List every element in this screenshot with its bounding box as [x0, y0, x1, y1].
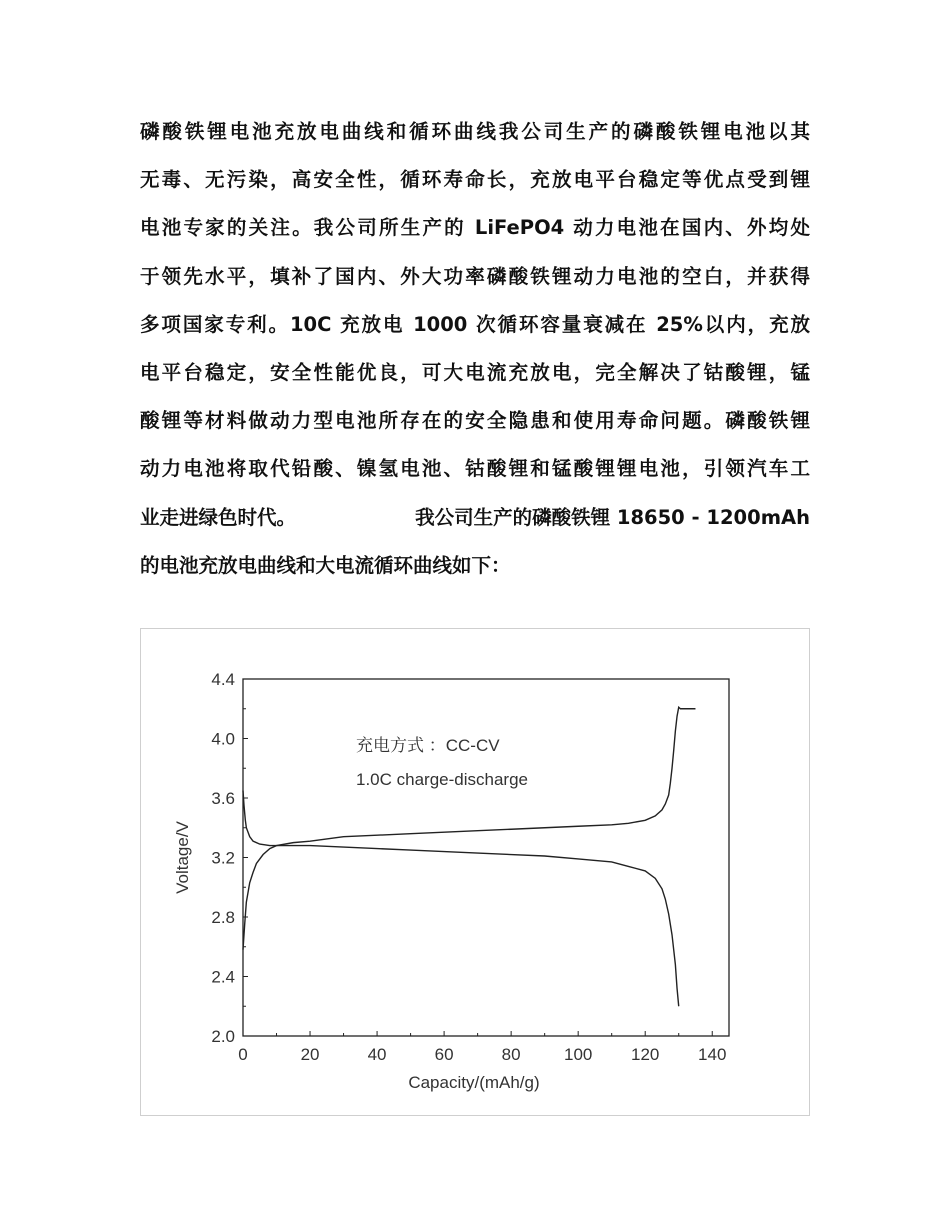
text-line: 电池专家的关注。我公司所生产的 LiFePO4 动力电池在国内、外均处 [140, 216, 810, 240]
x-tick-label: 100 [563, 1045, 593, 1064]
x-tick-label: 20 [300, 1045, 320, 1064]
plot-frame [243, 679, 729, 1036]
x-tick-label: 120 [631, 1045, 660, 1064]
text-line: 无毒、无污染，高安全性，循环寿命长，充放电平台稳定等优点受到锂 [140, 168, 810, 192]
y-tick-label: 2.8 [211, 908, 235, 927]
text-line: 磷酸铁锂电池充放电曲线和循环曲线我公司生产的磷酸铁锂电池以其 [140, 120, 810, 143]
y-tick-label: 4.4 [211, 670, 235, 689]
y-tick-label: 4.0 [211, 729, 235, 749]
x-tick-label: 80 [501, 1045, 521, 1064]
text-line: 的电池充放电曲线和大电流循环曲线如下： [140, 553, 511, 577]
article-text [140, 108, 810, 590]
text-line: 酸锂等材料做动力型电池所存在的安全隐患和使用寿命问题。磷酸铁锂 [140, 409, 810, 433]
annotation-method: 充电方式 ：CC-CV [356, 736, 500, 755]
x-axis-label: Capacity/(mAh/g) [408, 1073, 540, 1092]
x-tick-label: 60 [434, 1045, 454, 1064]
text-line-tail: 我公司生产的磷酸铁锂 18650 - 1200mAh [415, 505, 810, 529]
y-tick-label: 3.2 [211, 848, 235, 868]
text-line: 于领先水平，填补了国内、外大功率磷酸铁锂动力电池的空白，并获得 [140, 264, 810, 288]
text-line: 电平台稳定，安全性能优良，可大电流充放电，完全解决了钴酸锂，锰 [140, 360, 810, 384]
annotation-rate: 1.0C charge-discharge [356, 770, 528, 789]
y-tick-label: 3.6 [211, 789, 235, 808]
text-line-head: 业走进绿色时代。 [140, 505, 297, 529]
x-tick-label: 0 [238, 1045, 248, 1064]
charge-discharge-chart [141, 629, 809, 1115]
text-line: 多项国家专利。10C 充放电 1000 次循环容量衰减在 25%以内，充放 [140, 312, 810, 336]
y-axis-label: Voltage/V [173, 821, 192, 894]
charge-discharge-figure [140, 628, 810, 1116]
discharge-curve [243, 791, 679, 1007]
x-tick-label: 40 [367, 1045, 387, 1064]
y-tick-label: 2.0 [211, 1027, 235, 1046]
y-tick-label: 2.4 [211, 967, 235, 987]
text-line: 动力电池将取代铅酸、镍氢电池、钴酸锂和锰酸锂锂电池，引领汽车工 [140, 457, 810, 481]
x-tick-label: 140 [698, 1045, 727, 1064]
text-line-split [140, 494, 810, 542]
